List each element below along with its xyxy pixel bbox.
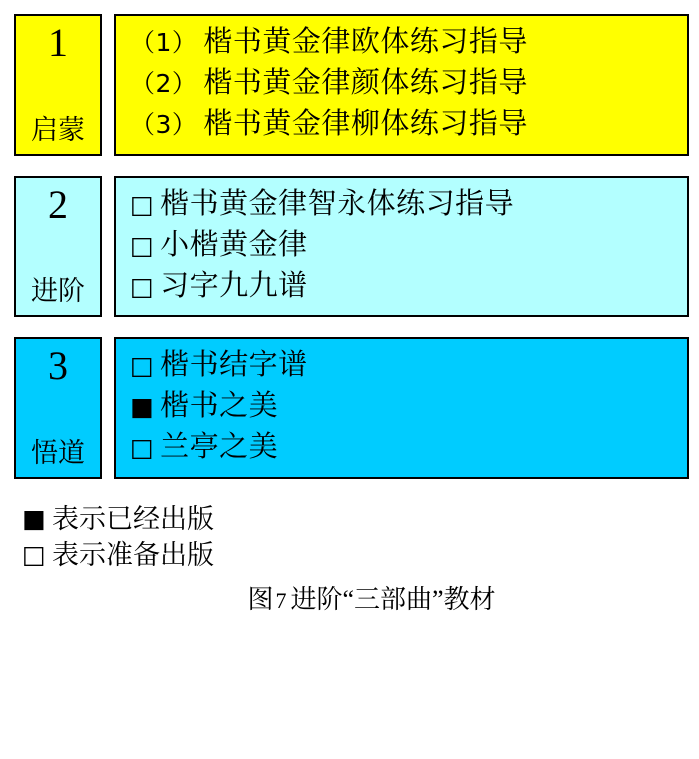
item-marker-icon: （3）: [130, 110, 198, 140]
tier-name-1: 启蒙: [31, 114, 85, 145]
list-item: [130, 104, 677, 145]
list-item: [130, 266, 677, 307]
list-item: [130, 63, 677, 104]
tier-row-3: [14, 337, 689, 479]
tier-badge-1: [14, 14, 102, 156]
list-item: [130, 345, 677, 386]
list-item-label: 楷书黄金律柳体练习指导: [203, 108, 528, 141]
legend-label: 表示准备出版: [52, 539, 214, 570]
list-item-label: 习字九九谱: [160, 269, 308, 302]
list-item-label: 楷书之美: [160, 390, 279, 423]
item-marker-icon: （1）: [130, 28, 198, 57]
tier-badge-2: [14, 176, 102, 318]
list-item: [130, 22, 677, 63]
tier-number-1: 1: [48, 20, 68, 65]
list-item-label: 楷书黄金律欧体练习指导: [203, 26, 528, 58]
checkbox-empty-icon: □: [130, 189, 155, 219]
legend: [14, 501, 689, 574]
tier-items-2: [114, 176, 689, 318]
caption-number: 7: [275, 588, 287, 614]
checkbox-empty-icon: □: [130, 433, 155, 463]
tier-row-2: [14, 176, 689, 318]
tier-items-3: [114, 337, 689, 479]
item-marker-icon: （2）: [130, 69, 198, 99]
checkbox-filled-icon: ■: [130, 392, 155, 422]
legend-label: 表示已经出版: [52, 503, 214, 534]
tier-items-1: [114, 14, 689, 156]
checkbox-empty-icon: □: [130, 230, 155, 260]
legend-row-upcoming: [22, 537, 689, 573]
caption-prefix: 图: [247, 585, 274, 615]
list-item-label: 兰亭之美: [160, 431, 279, 464]
caption-text: 进阶“三部曲”教材: [290, 585, 496, 615]
list-item: [130, 386, 677, 427]
checkbox-empty-icon: □: [130, 351, 155, 381]
list-item: [130, 225, 677, 266]
tier-badge-3: [14, 337, 102, 479]
legend-row-published: [22, 501, 689, 537]
tier-name-2: 进阶: [31, 276, 85, 307]
list-item-label: 楷书结字谱: [160, 349, 308, 382]
tier-name-3: 悟道: [31, 437, 85, 468]
list-item-label: 小楷黄金律: [160, 228, 308, 261]
checkbox-empty-icon: □: [130, 271, 155, 301]
checkbox-filled-icon: ■: [22, 503, 46, 533]
list-item: [130, 427, 677, 468]
figure-caption: [14, 579, 689, 616]
checkbox-empty-icon: □: [22, 540, 46, 570]
list-item-label: 楷书黄金律智永体练习指导: [160, 187, 515, 220]
tier-row-1: [14, 14, 689, 156]
list-item: [130, 184, 677, 225]
list-item-label: 楷书黄金律颜体练习指导: [203, 67, 528, 100]
tier-number-3: 3: [48, 343, 68, 389]
tier-number-2: 2: [48, 181, 68, 227]
